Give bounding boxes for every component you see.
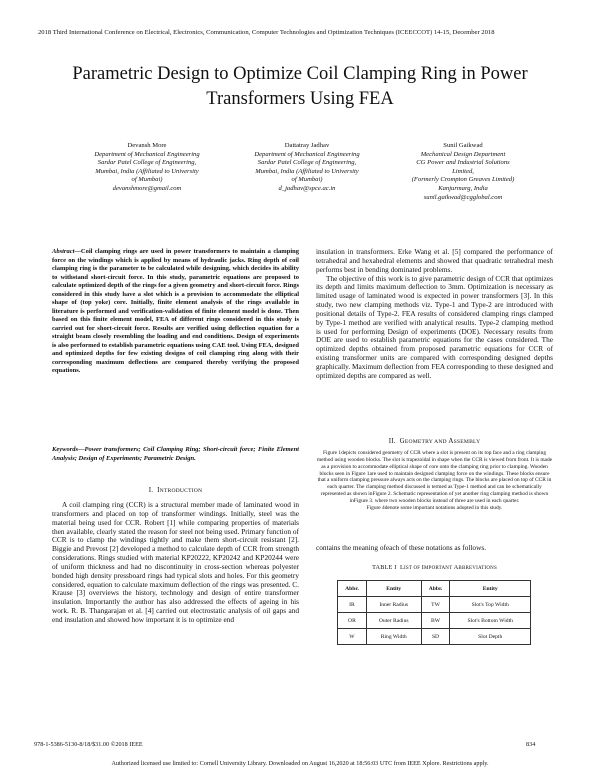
author-block-1	[62, 142, 232, 194]
section-initial: A	[448, 437, 454, 445]
abbreviations-table	[337, 580, 531, 645]
paragraph-text: contains the meaning ofeach of these notations as follows.	[316, 543, 487, 552]
author-email: devanshmore@gmail.com	[112, 184, 182, 192]
author-name: Devansh More	[127, 142, 167, 149]
abstract	[52, 248, 299, 376]
author-affiliation-line: CG Power and Industrial Solutions	[416, 159, 510, 167]
section-rest: EOMETRY AND	[404, 439, 449, 445]
copyright-footer: 978-1-5386-5130-8/18/$31.00 ©2018 IEEE	[34, 741, 143, 748]
author-name: Dattatray Jadhav	[284, 142, 330, 149]
table-header-cell: Abbr.	[421, 581, 450, 597]
table-cell: Outer Radius	[366, 613, 421, 629]
abstract-lead: Abstract	[52, 248, 75, 255]
table-header-cell: Entity	[450, 581, 531, 597]
author-affiliation-line: Mumbai, India (Affiliated to University	[255, 167, 359, 175]
table-cell: Inner Radius	[366, 597, 421, 613]
author-affiliation-line: Sardar Patel College of Engineering,	[97, 159, 197, 167]
author-email: d_jadhav@spce.ac.in	[278, 184, 336, 192]
author-affiliation-line: of Mumbai)	[291, 176, 323, 184]
introduction-paragraph: A coil clamping ring (CCR) is a structural member made of laminated wood in transformers and placed on top of transformer windings. Initially, steel was the material being used for CCR. Robert [1] while comparing properties of materials then available, clearly stated the reason for steel not being used. Primary function of CCR is to clamp the windings tightly and make them short-circuit resistant [2]. Biggie and Prevost [2] developed a method to calculate depth of CCR from strength considerations. Rings studied with material KP20222, KP20242 and KP20244 were of uniform thickness and had no discontinuity in cross-section whereas polyester bonded high density pressboard rings had typical slots and holes. For this geometry considered, equation to calculate maximum deflection of the rings was presented. C. Krause [3] overviews the history, technology and design of entire transformer insulation. Importantly the author has also addressed the effects of ageing in his work. R. B. Thangarajan et al. [4] carried out electrostatic analysis of oil gaps and end insulation and showed how important it is to optimize end	[52, 500, 299, 624]
table-row	[338, 613, 531, 629]
section-initial: G	[399, 437, 405, 445]
caption-rest: MPORTANT	[423, 566, 454, 571]
author-affiliation-line: Sardar Patel College of Engineering,	[257, 159, 357, 167]
figure-note-text: Figure 1depicts considered geometry of CCR where a slot is present on its top face and a ring clamping method using wooden blocks. The slot is trapezoidal in shape when the CCR is viewed from front. It is made as a provision to accommodate elliptical shape of core onto the clamping ring prior to clamping. Wooden blocks seen in Figure 1are used to maintain designed clamping force on the windings. These blocks ensure that a uniform clamping pressure always acts on the clamping rings. The blocks are placed on top of CCR in each quarter. The clamping method discussed is termed as Type-1 method and can be schematically represented as shown inFigure 2. Schematic representation of yet another ring clamping method is shown inFigure 3. where two wooden blocks instead of three are used in each quarter.	[316, 450, 553, 504]
table-cell: OR	[338, 613, 367, 629]
table-intro-text	[316, 544, 553, 553]
table-header-row	[338, 581, 531, 597]
page-number: 834	[526, 741, 536, 748]
authorized-use-note: Authorized licensed use limited to: Cornell University Library. Downloaded on August 16,2020 at 18:56:03 UTC from IEEE Xplore. Restrictions apply.	[111, 760, 489, 767]
table-cell: Slot Depth	[450, 629, 531, 645]
caption-rest: IST OF	[404, 566, 422, 571]
caption-rest: BBREVIATIONS	[458, 566, 497, 571]
table-cell: BW	[421, 613, 450, 629]
paragraph-continued: insulation in transformers. Erke Wang et al. [5] compared the performance of tetrahedral and hexahedral elements and showed that quadratic tetrahedral mesh performs best in bending dominated problems.	[316, 247, 553, 274]
section-numeral: I.	[148, 486, 154, 494]
conference-header: 2018 Third International Conference on Electrical, Electronics, Communication, Computer Technologies and Optimization Techniques (ICEECCOT) 14-15, December 2018	[38, 29, 495, 36]
figure-note	[316, 450, 553, 512]
table-cell: Slot's Top Width	[450, 597, 531, 613]
abstract-text: —Coil clamping rings are used in power transformers to maintain a clamping force on the windings which is applied by means of hydraulic jacks. Ring depth of coil clamping ring is the parameter to be calculated while designing, which decides its ability to withstand short-circuit force. In this study, parametric equations are proposed to calculate optimized depth of the rings for a given geometry and short-circuit force. Rings considered in this study have a slot which is a provision to accommodate the elliptical shape of (top yoke) core. Initially, finite element analysis of the rings available in literature is performed and verification-validation of finite element model is done. Then based on this finite element model, FEA of different rings considered in this study is carried out for short-circuit force. Results are verified using deflection equation for a straight beam closely resembling the loading and end conditions. Design of experiments is also performed to establish parametric equations using CAE tool. Using FEA, designed and optimized depths for few existing designs of coil clamping ring along with their corresponding maximum deflections are compared thereby verifying the proposed equations.	[52, 248, 300, 374]
section-initial: I	[157, 486, 160, 494]
section-heading-geometry	[316, 437, 553, 447]
table-row	[338, 597, 531, 613]
table-cell: Ring Width	[366, 629, 421, 645]
table-row	[338, 629, 531, 645]
objective-paragraph: The objective of this work is to give parametric design of CCR that optimizes its depth and limits maximum deflection to 3mm. Optimization is necessary as limited usage of laminated wood is expected in power transformers [3]. In this study, two new clamping methods viz. Type-1 and Type-2 are introduced with positional details of Type-2. FEA results of considered clamping rings clamped by Type-1 method are verified with analytical results. Type-2 clamping method is used for performing Design of experiments (DOE). Necessary results from DOE are used to establish parametric equations for the cases considered. The optimized depths obtained from proposed parametric equations for CCR of existing transformer units are compared with corresponding designed depths graphically. Maximum deflection from FEA corresponding to these designed and optimized depths are compared as well.	[316, 273, 553, 380]
table-header-cell: Abbr.	[338, 581, 367, 597]
author-block-3	[378, 142, 548, 202]
table-label: TABLE I	[372, 564, 397, 571]
caption-initial: I	[421, 564, 424, 571]
author-affiliation-line: Department of Mechanical Engineering	[94, 150, 200, 158]
keywords-text: —Power transformers; Coil Clamping Ring; Short-circuit force; Finite Element Analysis; Design of Experiments; Parametric Design.	[52, 446, 299, 462]
keywords	[52, 446, 299, 463]
author-name: Sunil Gaikwad	[443, 142, 483, 149]
keywords-lead: Keywords	[52, 446, 78, 453]
section-rest: SSEMBLY	[453, 439, 481, 445]
introduction-body	[52, 501, 299, 625]
caption-initial: A	[453, 564, 459, 571]
author-affiliation-line: Mechanical Design Department	[420, 150, 506, 158]
author-affiliation-line: Limited,	[452, 167, 474, 175]
caption-initial: L	[400, 564, 404, 571]
author-affiliation-line: (Formerly Crompton Greaves Limited)	[411, 176, 515, 184]
table-cell: SD	[421, 629, 450, 645]
author-email: sunil.gaikwad@cgglobal.com	[423, 193, 503, 201]
table-cell: Slot's Bottom Width	[450, 613, 531, 629]
table-caption	[316, 563, 553, 573]
author-affiliation-line: Mumbai, India (Affiliated to University	[95, 167, 199, 175]
table-header-cell: Entity	[366, 581, 421, 597]
table-cell: IR	[338, 597, 367, 613]
table-cell: TW	[421, 597, 450, 613]
figure-note-text: Figure 4denote some important notations adopted in this study.	[366, 504, 503, 511]
paper-title: Parametric Design to Optimize Coil Clamping Ring in Power Transformers Using FEA	[72, 64, 528, 109]
section-rest: NTRODUCTION	[159, 488, 203, 494]
author-affiliation-line: Department of Mechanical Engineering	[254, 150, 360, 158]
table-cell: W	[338, 629, 367, 645]
section-numeral: II.	[388, 437, 396, 445]
right-column-text	[316, 248, 553, 381]
author-affiliation-line: Kanjurmarg, India	[438, 184, 488, 192]
author-block-2	[222, 142, 392, 194]
author-affiliation-line: of Mumbai)	[131, 176, 163, 184]
section-heading-introduction	[52, 486, 299, 496]
